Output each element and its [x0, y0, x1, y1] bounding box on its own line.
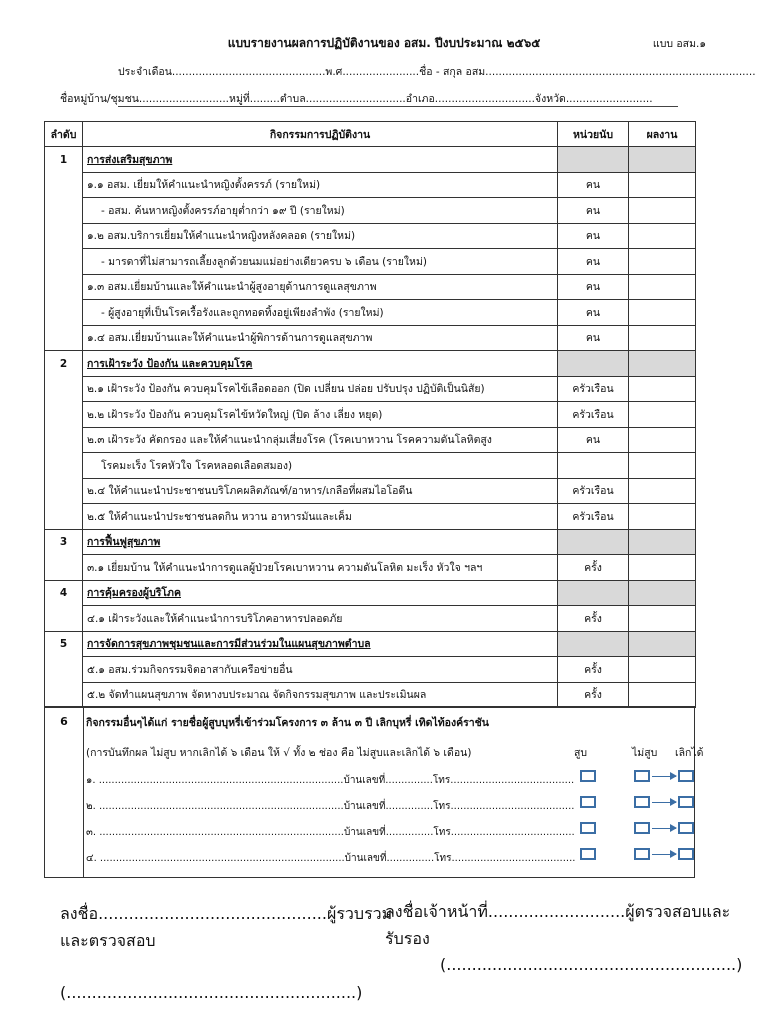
activity-text: - อสม. ค้นหาหญิงตั้งครรภ์อายุต่ำกว่า ๑๙ ปี (รายใหม่)	[83, 198, 558, 224]
unit-cell	[558, 580, 629, 606]
row-number	[45, 657, 83, 683]
table-row	[45, 453, 696, 479]
arrow-icon	[652, 854, 676, 855]
unit-cell: คน	[558, 300, 629, 326]
quit-checkbox[interactable]	[678, 770, 694, 782]
table-row	[45, 249, 696, 275]
unit-cell: ครั้ง	[558, 657, 629, 683]
row-number: 3	[45, 529, 83, 555]
unit-cell: คน	[558, 325, 629, 351]
row-number: 4	[45, 580, 83, 606]
unit-cell: ครัวเรือน	[558, 478, 629, 504]
header-activity: กิจกรรมการปฏิบัติงาน	[83, 122, 558, 147]
activity-text: ๑.๓ อสม.เยี่ยมบ้านและให้คำแนะนำผู้สูงอายุด้านการดูแลสุขภาพ	[83, 274, 558, 300]
result-cell[interactable]	[629, 453, 696, 479]
row-number	[45, 223, 83, 249]
section-title: การจัดการสุขภาพชุมชนและการมีส่วนร่วมในแผนสุขภาพตำบล	[83, 631, 558, 657]
unit-cell: ครั้ง	[558, 555, 629, 581]
unit-cell: คน	[558, 198, 629, 224]
unit-cell: ครั้ง	[558, 606, 629, 632]
result-cell[interactable]	[629, 657, 696, 683]
activity-text: ๒.๔ ให้คำแนะนำประชาชนบริโภคผลิตภัณฑ์/อาหาร/เกลือที่ผสมไอโอดีน	[83, 478, 558, 504]
result-cell[interactable]	[629, 580, 696, 606]
result-cell[interactable]	[629, 300, 696, 326]
section-row	[45, 631, 696, 657]
smoker-entry: ๒. .............................................................................บ้านเลขที่...............โทร.......................................	[86, 801, 575, 812]
header-result: ผลงาน	[629, 122, 696, 147]
table-row	[45, 555, 696, 581]
row-number: 2	[45, 351, 83, 377]
unit-cell: ครั้ง	[558, 682, 629, 708]
nosmoke-checkbox[interactable]	[634, 822, 650, 834]
header-line-address: ชื่อหมู่บ้าน/ชุมชน...........................หมู่ที่.........ตำบล..............................อำเภอ..............................จังหวัด..........................	[60, 93, 653, 105]
table-row	[45, 198, 696, 224]
section-row	[45, 529, 696, 555]
section-row	[45, 147, 696, 173]
result-cell[interactable]	[629, 427, 696, 453]
result-cell[interactable]	[629, 478, 696, 504]
col-quit-label: เลิกได้	[675, 747, 704, 759]
result-cell[interactable]	[629, 555, 696, 581]
result-cell[interactable]	[629, 402, 696, 428]
result-cell[interactable]	[629, 351, 696, 377]
quit-checkbox[interactable]	[678, 848, 694, 860]
row-number	[45, 478, 83, 504]
header-line-month-name: ประจำเดือน..............................................พ.ศ.......................ชื่อ - สกุล อสม.................................................................................	[118, 66, 756, 78]
result-cell[interactable]	[629, 682, 696, 708]
table-row	[45, 325, 696, 351]
col-nosmoke-label: ไม่สูบ	[632, 747, 658, 759]
quit-checkbox[interactable]	[678, 822, 694, 834]
unit-cell: ครัวเรือน	[558, 402, 629, 428]
section-title: การคุ้มครองผู้บริโภค	[83, 580, 558, 606]
row-number	[45, 376, 83, 402]
row-number	[45, 606, 83, 632]
activity-text: ๓.๑ เยี่ยมบ้าน ให้คำแนะนำการดูแลผู้ป่วยโรคเบาหวาน ความดันโลหิต มะเร็ง หัวใจ ฯลฯ	[83, 555, 558, 581]
row-number	[45, 555, 83, 581]
table-row	[45, 300, 696, 326]
result-cell[interactable]	[629, 376, 696, 402]
table-row	[45, 657, 696, 683]
activity-text: ๒.๑ เฝ้าระวัง ป้องกัน ควบคุมโรคไข้เลือดออก (ปิด เปลี่ยน ปล่อย ปรับปรุง ปฏิบัติเป็นนิสัย)	[83, 376, 558, 402]
signature-collector-line: ลงชื่อ.............................................ผู้รวบรวม	[60, 904, 393, 923]
unit-cell: ครัวเรือน	[558, 504, 629, 530]
smoke-checkbox[interactable]	[580, 848, 596, 860]
unit-cell: ครัวเรือน	[558, 376, 629, 402]
activity-text: - มารดาที่ไม่สามารถเลี้ยงลูกด้วยนมแม่อย่างเดียวครบ ๖ เดือน (รายใหม่)	[83, 249, 558, 275]
section-6-number-cell	[45, 707, 84, 877]
table-row	[45, 478, 696, 504]
row-number	[45, 427, 83, 453]
row-number	[45, 453, 83, 479]
activity-text: ๒.๒ เฝ้าระวัง ป้องกัน ควบคุมโรคไข้หวัดใหญ่ (ปิด ล้าง เลี่ยง หยุด)	[83, 402, 558, 428]
unit-cell: คน	[558, 249, 629, 275]
table-row	[45, 172, 696, 198]
result-cell[interactable]	[629, 274, 696, 300]
section-6-number: 6	[60, 715, 68, 728]
section-6-box	[44, 706, 704, 878]
result-cell[interactable]	[629, 529, 696, 555]
section-title: การเฝ้าระวัง ป้องกัน และควบคุมโรค	[83, 351, 558, 377]
unit-cell: คน	[558, 223, 629, 249]
signature-officer-role: รับรอง	[385, 929, 430, 948]
row-number: 5	[45, 631, 83, 657]
activity-text: ๔.๑ เฝ้าระวังและให้คำแนะนำการบริโภคอาหารปลอดภัย	[83, 606, 558, 632]
unit-cell	[558, 351, 629, 377]
table-row	[45, 427, 696, 453]
activity-text: โรคมะเร็ง โรคหัวใจ โรคหลอดเลือดสมอง)	[83, 453, 558, 479]
table-row	[45, 376, 696, 402]
smoke-checkbox[interactable]	[580, 796, 596, 808]
arrow-icon	[652, 828, 676, 829]
activity-text: - ผู้สูงอายุที่เป็นโรคเรื้อรังและถูกทอดทิ้งอยู่เพียงลำพัง (รายใหม่)	[83, 300, 558, 326]
header-divider	[118, 106, 678, 107]
unit-cell: คน	[558, 274, 629, 300]
arrow-icon	[652, 802, 676, 803]
signature-officer-name: (.........................................................)	[440, 955, 743, 974]
result-cell[interactable]	[629, 325, 696, 351]
quit-checkbox[interactable]	[678, 796, 694, 808]
smoke-checkbox[interactable]	[580, 770, 596, 782]
smoker-entry: ๔. .............................................................................บ้านเลขที่...............โทร.......................................	[86, 853, 576, 864]
activity-text: ๕.๒ จัดทำแผนสุขภาพ จัดหางบประมาณ จัดกิจกรรมสุขภาพ และประเมินผล	[83, 682, 558, 708]
table-row	[45, 223, 696, 249]
nosmoke-checkbox[interactable]	[634, 770, 650, 782]
activity-text: ๒.๓ เฝ้าระวัง คัดกรอง และให้คำแนะนำกลุ่มเสี่ยงโรค (โรคเบาหวาน โรคความดันโลหิตสูง	[83, 427, 558, 453]
row-number	[45, 300, 83, 326]
unit-cell: คน	[558, 172, 629, 198]
unit-cell	[558, 631, 629, 657]
form-code: แบบ อสม.๑	[652, 38, 706, 50]
signature-officer-line: ลงชื่อเจ้าหน้าที่...........................ผู้ตรวจสอบและ	[385, 902, 731, 921]
smoker-entry: ๓. .............................................................................บ้านเลขที่...............โทร.......................................	[86, 827, 575, 838]
signature-collector-role: และตรวจสอบ	[60, 931, 156, 950]
col-smoke-label: สูบ	[574, 747, 588, 759]
section-6-note: (การบันทึกผล ไม่สูบ หากเลิกได้ ๖ เดือน ให้ √ ทั้ง ๒ ช่อง คือ ไม่สูบและเลิกได้ ๖ เดือน)	[86, 747, 472, 759]
result-cell[interactable]	[629, 249, 696, 275]
smoke-checkbox[interactable]	[580, 822, 596, 834]
row-number	[45, 172, 83, 198]
result-cell[interactable]	[629, 223, 696, 249]
row-number: 1	[45, 147, 83, 173]
signature-collector-name: (.........................................................)	[60, 983, 363, 1002]
row-number	[45, 249, 83, 275]
result-cell[interactable]	[629, 198, 696, 224]
header-unit: หน่วยนับ	[558, 122, 629, 147]
arrow-icon	[652, 776, 676, 777]
smoker-entry: ๑. .............................................................................บ้านเลขที่...............โทร.......................................	[86, 775, 575, 786]
row-number	[45, 198, 83, 224]
activity-table	[44, 121, 696, 708]
activity-text: ๒.๕ ให้คำแนะนำประชาชนลดกิน หวาน อาหารมันและเค็ม	[83, 504, 558, 530]
nosmoke-checkbox[interactable]	[634, 848, 650, 860]
section-6-title: กิจกรรมอื่นๆได้แก่ รายชื่อผู้สูบบุหรี่เข้าร่วมโครงการ ๓ ล้าน ๓ ปี เลิกบุหรี่ เทิดไท้องค์ราชัน	[86, 717, 489, 729]
table-header-row	[45, 122, 696, 147]
unit-cell	[558, 147, 629, 173]
result-cell[interactable]	[629, 172, 696, 198]
table-row	[45, 274, 696, 300]
unit-cell	[558, 453, 629, 479]
row-number	[45, 274, 83, 300]
activity-text: ๑.๒ อสม.บริการเยี่ยมให้คำแนะนำหญิงหลังคลอด (รายใหม่)	[83, 223, 558, 249]
row-number	[45, 504, 83, 530]
section-title: การส่งเสริมสุขภาพ	[83, 147, 558, 173]
activity-text: ๕.๑ อสม.ร่วมกิจกรรมจิตอาสากับเครือข่ายอื่น	[83, 657, 558, 683]
activity-text: ๑.๔ อสม.เยี่ยมบ้านและให้คำแนะนำผู้พิการด้านการดูแลสุขภาพ	[83, 325, 558, 351]
section-row	[45, 351, 696, 377]
table-row	[45, 504, 696, 530]
header-no: ลำดับ	[45, 122, 83, 147]
row-number	[45, 682, 83, 708]
table-row	[45, 606, 696, 632]
section-title: การฟื้นฟูสุขภาพ	[83, 529, 558, 555]
unit-cell	[558, 529, 629, 555]
nosmoke-checkbox[interactable]	[634, 796, 650, 808]
result-cell[interactable]	[629, 147, 696, 173]
section-row	[45, 580, 696, 606]
row-number	[45, 325, 83, 351]
table-row	[45, 402, 696, 428]
unit-cell: คน	[558, 427, 629, 453]
row-number	[45, 402, 83, 428]
result-cell[interactable]	[629, 504, 696, 530]
activity-text: ๑.๑ อสม. เยี่ยมให้คำแนะนำหญิงตั้งครรภ์ (รายใหม่)	[83, 172, 558, 198]
result-cell[interactable]	[629, 631, 696, 657]
table-body	[45, 147, 696, 708]
table-row	[45, 682, 696, 708]
result-cell[interactable]	[629, 606, 696, 632]
form-title: แบบรายงานผลการปฏิบัติงานของ อสม. ปีงบประมาณ ๒๕๖๕	[227, 36, 541, 50]
